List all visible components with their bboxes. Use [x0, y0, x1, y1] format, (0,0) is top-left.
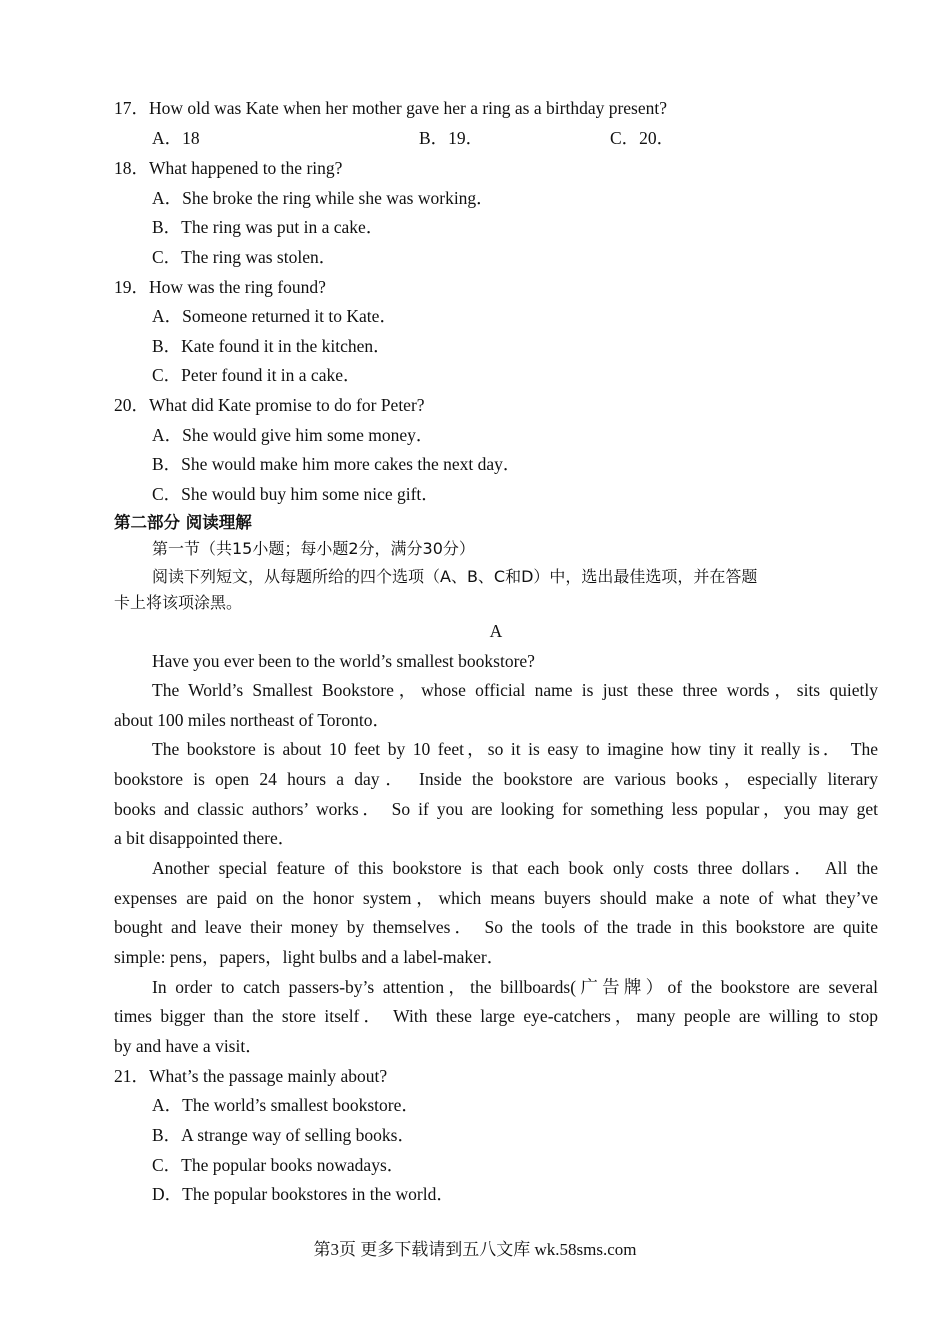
- question-number: 21．: [114, 1066, 149, 1086]
- option-20a: A．She would give him some money．: [152, 425, 434, 445]
- question-text: What did Kate promise to do for Peter?: [149, 395, 425, 415]
- passage-line: The World’s Smallest Bookstore，whose official name is just these three words，sits quietly: [152, 680, 878, 700]
- option-17a: A．18: [152, 128, 200, 148]
- option-20c: C．She would buy him some nice gift．: [152, 484, 439, 504]
- question-number: 17．: [114, 98, 149, 118]
- page-footer: 第3页 更多下载请到五八文库 wk.58sms.com: [313, 1240, 637, 1259]
- passage-line: Have you ever been to the world’s smallest bookstore?: [152, 651, 535, 671]
- question-text: How was the ring found?: [149, 277, 326, 297]
- option-18a: A．She broke the ring while she was working．: [152, 188, 494, 208]
- option-18b: B．The ring was put in a cake．: [152, 217, 384, 237]
- option-17c: C．20．: [610, 128, 675, 148]
- section-heading: 第二部分 阅读理解: [114, 513, 252, 532]
- question-text: What happened to the ring?: [149, 158, 343, 178]
- question-number: 20．: [114, 395, 149, 415]
- question-text: What’s the passage mainly about?: [149, 1066, 388, 1086]
- section-subheading: 第一节（共15小题；每小题2分，满分30分）: [152, 539, 475, 558]
- question-18: [114, 157, 878, 179]
- question-19: [114, 276, 878, 298]
- option-21b: B．A strange way of selling books．: [152, 1125, 415, 1145]
- passage-line: times bigger than the store itself． With these large eye-catchers，many people are willing to stop: [114, 1006, 878, 1026]
- question-20: [114, 394, 878, 416]
- question-21: [114, 1065, 878, 1087]
- question-number: 18．: [114, 158, 149, 178]
- passage-line: a bit disappointed there．: [114, 828, 296, 848]
- passage-line: In order to catch passers-by’s attention，the billboards(广告牌）of the bookstore are several: [152, 977, 878, 997]
- passage-line: The bookstore is about 10 feet by 10 feet，so it is easy to imagine how tiny it really is． The: [152, 739, 878, 759]
- option-19b: B．Kate found it in the kitchen．: [152, 336, 391, 356]
- option-18c: C．The ring was stolen．: [152, 247, 337, 267]
- option-19a: A．Someone returned it to Kate．: [152, 306, 397, 326]
- question-17: [114, 97, 878, 119]
- question-number: 19．: [114, 277, 149, 297]
- passage-line: simple: pens，papers，light bulbs and a label-maker．: [114, 947, 505, 967]
- passage-line: Another special feature of this bookstore is that each book only costs three dollars． All the: [152, 858, 878, 878]
- passage-line: books and classic authors’ works． So if you are looking for something less popular，you may get: [114, 799, 878, 819]
- option-21c: C．The popular books nowadays．: [152, 1155, 405, 1175]
- question-text: How old was Kate when her mother gave her a ring as a birthday present?: [149, 98, 668, 118]
- option-17b: B．19．: [419, 128, 484, 148]
- passage-line: about 100 miles northeast of Toronto．: [114, 710, 390, 730]
- passage-line: bookstore is open 24 hours a day． Inside the bookstore are various books，especially literary: [114, 769, 878, 789]
- passage-line: expenses are paid on the honor system，which means buyers should make a note of what they’ve: [114, 888, 878, 908]
- passage-line: bought and leave their money by themselves． So the tools of the trade in this bookstore are quite: [114, 917, 878, 937]
- passage-line: by and have a visit．: [114, 1036, 263, 1056]
- option-19c: C．Peter found it in a cake．: [152, 365, 361, 385]
- option-21a: A．The world’s smallest bookstore．: [152, 1095, 419, 1115]
- option-20b: B．She would make him more cakes the next day．: [152, 454, 521, 474]
- passage-label: A: [489, 621, 503, 641]
- instruction-line-2: 卡上将该项涂黑。: [114, 593, 243, 612]
- instruction-line-1: 阅读下列短文，从每题所给的四个选项（A、B、C和D）中，选出最佳选项，并在答题: [152, 567, 758, 586]
- option-21d: D．The popular bookstores in the world．: [152, 1184, 454, 1204]
